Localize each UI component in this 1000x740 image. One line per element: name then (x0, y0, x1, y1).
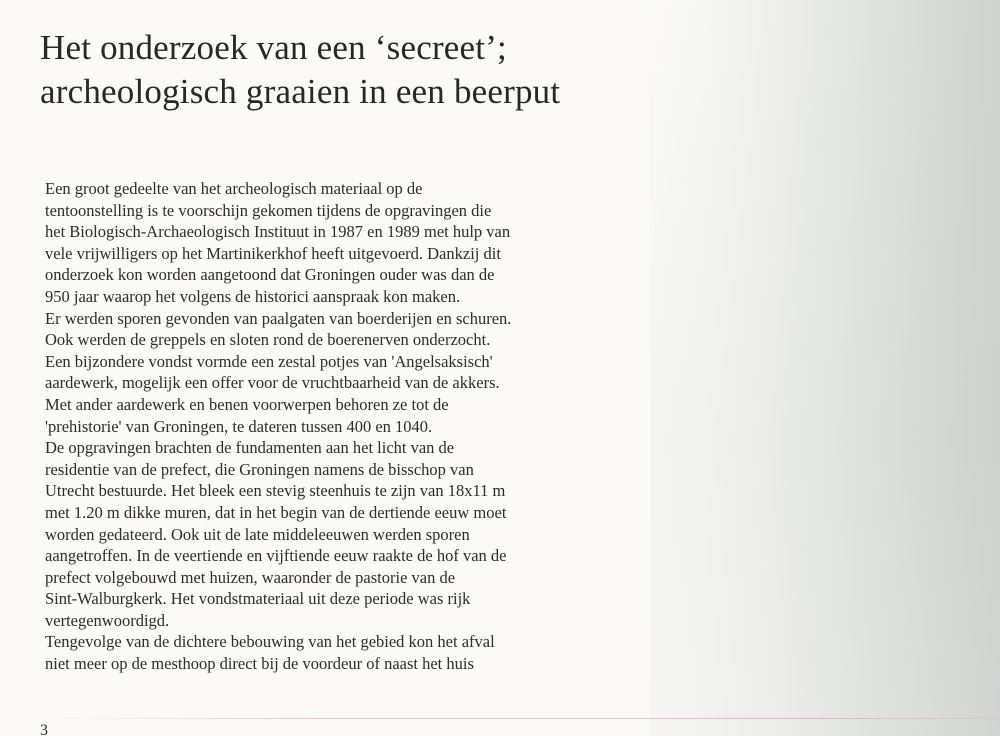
body-line: aangetroffen. In de veertiende en vijftiende eeuw raakte de hof van de (45, 546, 507, 566)
page-number: 3 (40, 722, 48, 739)
body-line: Tengevolge van de dichtere bebouwing van het gebied kon het afval (45, 632, 495, 652)
body-line: 950 jaar waarop het volgens de historici aanspraak kon maken. (45, 286, 461, 306)
body-line: Een bijzondere vondst vormde een zestal potjes van 'Angelsaksisch' (45, 351, 493, 371)
body-line: Er werden sporen gevonden van paalgaten van boerderijen en schuren. (45, 308, 512, 328)
title-line: archeologisch graaien in een beerput (40, 72, 561, 111)
body-line: tentoonstelling is te voorschijn gekomen tijdens de opgravingen die (45, 200, 492, 220)
body-line: aardewerk, mogelijk een offer voor de vruchtbaarheid van de akkers. (45, 373, 500, 393)
page-title (40, 26, 640, 114)
body-line: 'prehistorie' van Groningen, te dateren tussen 400 en 1040. (45, 416, 433, 436)
bottom-rule (40, 718, 1000, 719)
body-line: Sint-Walburgkerk. Het vondstmateriaal uit deze periode was rijk (45, 589, 471, 609)
body-line: met 1.20 m dikke muren, dat in het begin van de dertiende eeuw moet (45, 502, 507, 522)
body-line: Ook werden de greppels en sloten rond de boerenerven onderzocht. (45, 330, 491, 350)
body-text (45, 178, 605, 675)
body-line: het Biologisch-Archaeologisch Instituut in 1987 en 1989 met hulp van (45, 222, 511, 242)
body-line: vele vrijwilligers op het Martinikerkhof heeft uitgevoerd. Dankzij dit (45, 243, 501, 263)
body-line: Een groot gedeelte van het archeologisch materiaal op de (45, 179, 423, 198)
body-line: vertegenwoordigd. (45, 610, 170, 630)
body-line: prefect volgebouwd met huizen, waaronder de pastorie van de (45, 567, 456, 587)
body-line: Met ander aardewerk en benen voorwerpen behoren ze tot de (45, 394, 449, 414)
body-line: Utrecht bestuurde. Het bleek een stevig steenhuis te zijn van 18x11 m (45, 481, 506, 501)
body-line: niet meer op de mesthoop direct bij de voordeur of naast het huis (45, 654, 474, 674)
body-line: onderzoek kon worden aangetoond dat Groningen ouder was dan de (45, 265, 495, 285)
page-edge-shadow (650, 0, 1000, 736)
body-line: worden gedateerd. Ook uit de late middeleeuwen werden sporen (45, 524, 470, 544)
body-line: De opgravingen brachten de fundamenten aan het licht van de (45, 438, 455, 458)
title-line: Het onderzoek van een ‘secreet’; (40, 28, 507, 67)
body-line: residentie van de prefect, die Groningen namens de bisschop van (45, 459, 474, 479)
